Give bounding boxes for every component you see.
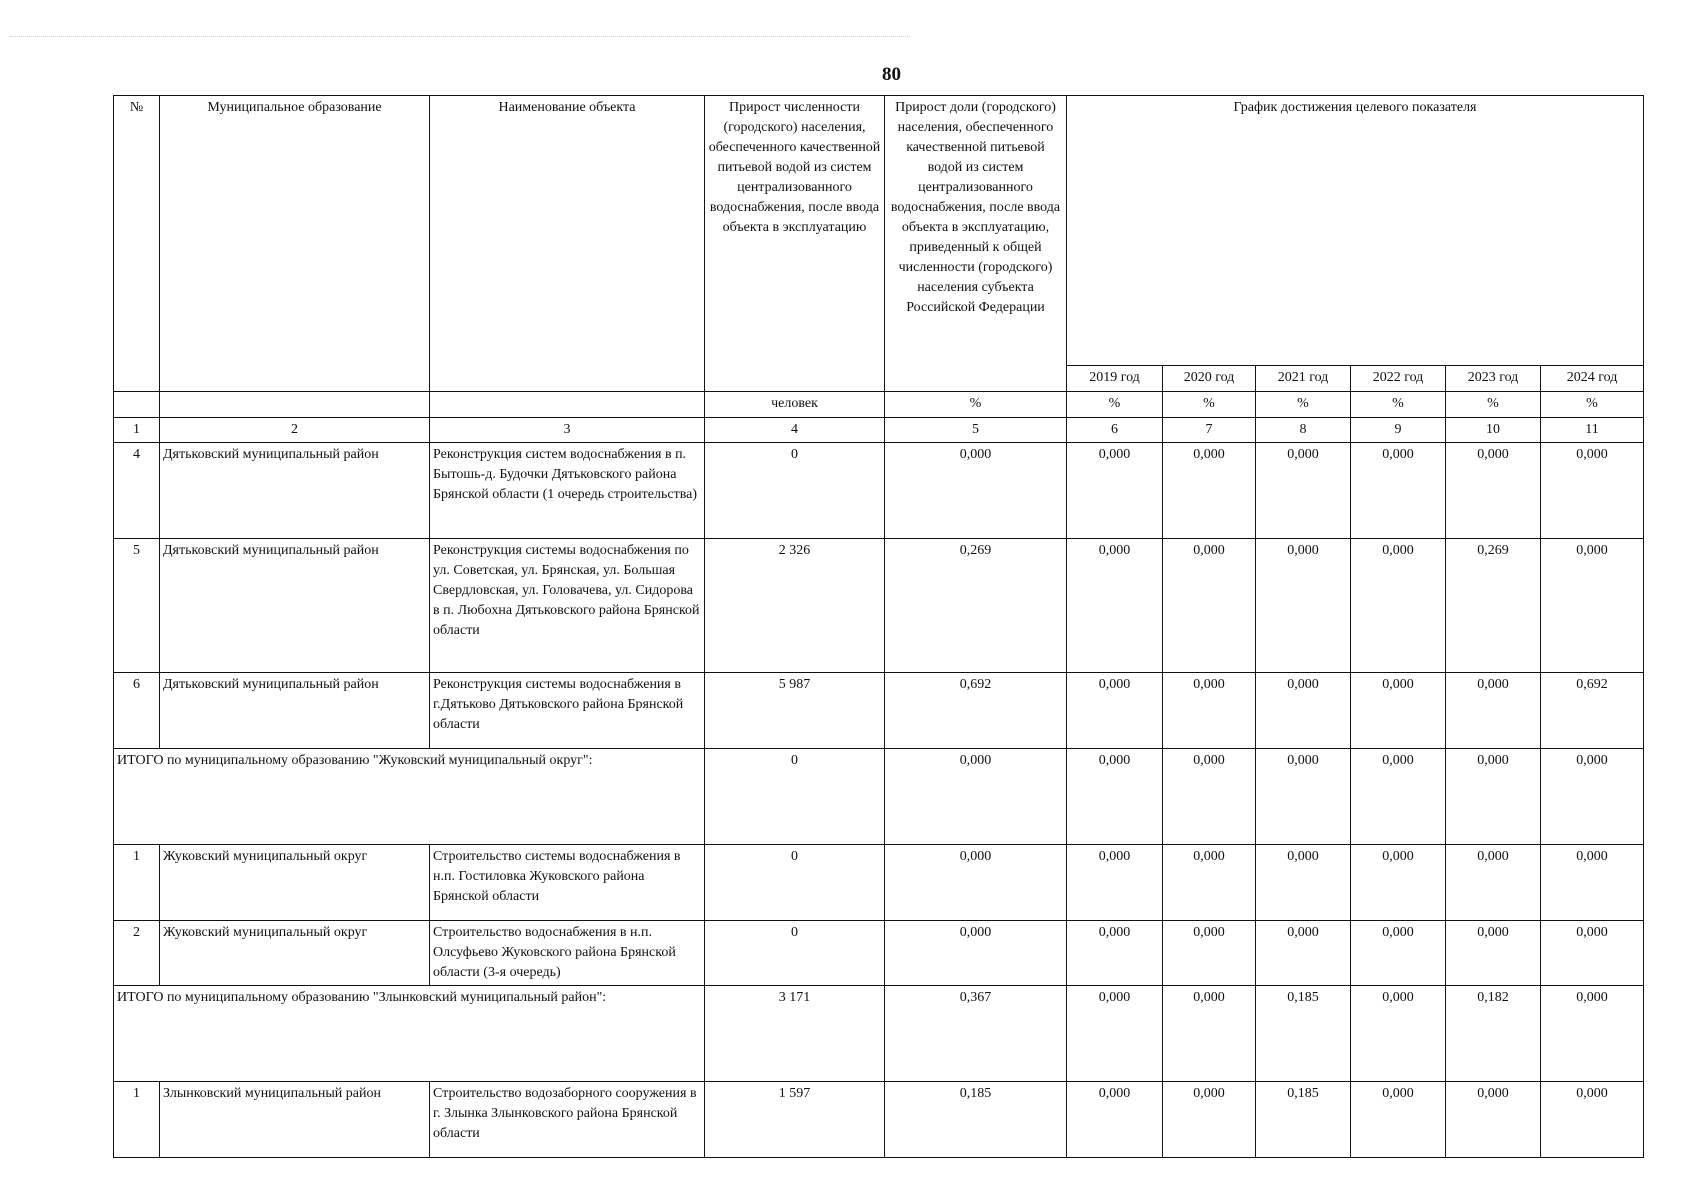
row-year-value: 0,000: [1067, 673, 1163, 749]
row-people: 2 326: [705, 539, 885, 673]
header-schedule: График достижения целевого показателя: [1067, 96, 1644, 366]
column-number: 3: [430, 418, 705, 443]
row-year-value: 0,000: [1256, 749, 1351, 845]
row-year-value: 0,000: [1446, 1082, 1541, 1158]
row-year-value: 0,000: [1351, 845, 1446, 921]
table-row: [114, 443, 1644, 539]
row-year-value: 0,000: [1067, 986, 1163, 1082]
row-municipality: Дятьковский муниципальный район: [160, 443, 430, 539]
row-no: 1: [114, 845, 160, 921]
row-municipality: Дятьковский муниципальный район: [160, 673, 430, 749]
total-label: ИТОГО по муниципальному образованию "Жуковский муниципальный округ":: [114, 749, 705, 845]
row-share: 0,692: [885, 673, 1067, 749]
row-people: 3 171: [705, 986, 885, 1082]
row-year-value: 0,000: [1163, 749, 1256, 845]
row-no: 5: [114, 539, 160, 673]
column-number: 5: [885, 418, 1067, 443]
row-year-value: 0,000: [1351, 443, 1446, 539]
header-no: №: [114, 96, 160, 392]
row-year-value: 0,692: [1541, 673, 1644, 749]
row-year-value: 0,000: [1541, 845, 1644, 921]
row-object: Реконструкция системы водоснабжения по ул. Советская, ул. Брянская, ул. Большая Свердловская, ул. Головачева, ул. Сидорова в п. Любохна Дятьковского района Брянской области: [430, 539, 705, 673]
row-year-value: 0,000: [1067, 845, 1163, 921]
row-year-value: 0,182: [1446, 986, 1541, 1082]
row-year-value: 0,000: [1163, 539, 1256, 673]
row-year-value: 0,000: [1446, 673, 1541, 749]
header-population-growth: Прирост численности (городского) населения, обеспеченного качественной питьевой водой из систем централизованного водоснабжения, после ввода объекта в эксплуатацию: [705, 96, 885, 392]
row-object: Строительство системы водоснабжения в н.п. Гостиловка Жуковского района Брянской области: [430, 845, 705, 921]
row-year-value: 0,000: [1541, 986, 1644, 1082]
row-people: 0: [705, 845, 885, 921]
row-year-value: 0,000: [1446, 443, 1541, 539]
column-number: 1: [114, 418, 160, 443]
column-number: 9: [1351, 418, 1446, 443]
unit-percent: %: [1446, 392, 1541, 418]
column-number: 8: [1256, 418, 1351, 443]
row-year-value: 0,000: [1541, 921, 1644, 986]
header-year: 2023 год: [1446, 366, 1541, 392]
row-year-value: 0,269: [1446, 539, 1541, 673]
unit-empty: [114, 392, 160, 418]
row-year-value: 0,000: [1351, 921, 1446, 986]
row-no: 4: [114, 443, 160, 539]
row-year-value: 0,000: [1351, 986, 1446, 1082]
row-object: Строительство водоснабжения в н.п. Олсуфьево Жуковского района Брянской области (3-я очередь): [430, 921, 705, 986]
row-year-value: 0,000: [1446, 749, 1541, 845]
header-object: Наименование объекта: [430, 96, 705, 392]
row-year-value: 0,000: [1163, 845, 1256, 921]
row-no: 1: [114, 1082, 160, 1158]
row-no: 2: [114, 921, 160, 986]
row-year-value: 0,000: [1541, 539, 1644, 673]
row-year-value: 0,185: [1256, 1082, 1351, 1158]
row-share: 0,269: [885, 539, 1067, 673]
row-year-value: 0,000: [1067, 749, 1163, 845]
unit-empty: [430, 392, 705, 418]
row-year-value: 0,000: [1163, 673, 1256, 749]
row-people: 1 597: [705, 1082, 885, 1158]
table-row: [114, 1082, 1644, 1158]
row-share: 0,185: [885, 1082, 1067, 1158]
row-people: 0: [705, 749, 885, 845]
unit-empty: [160, 392, 430, 418]
row-share: 0,000: [885, 443, 1067, 539]
row-year-value: 0,000: [1067, 539, 1163, 673]
table-row: [114, 539, 1644, 673]
column-number: 11: [1541, 418, 1644, 443]
header-year: 2020 год: [1163, 366, 1256, 392]
column-number: 2: [160, 418, 430, 443]
row-year-value: 0,000: [1163, 986, 1256, 1082]
total-row: [114, 986, 1644, 1082]
header-share-growth: Прирост доли (городского) населения, обеспеченного качественной питьевой водой из систем централизованного водоснабжения, после ввода объекта в эксплуатацию, приведенный к общей численности (городского) населения субъекта Российской Федерации: [885, 96, 1067, 392]
row-municipality: Злынковский муниципальный район: [160, 1082, 430, 1158]
row-year-value: 0,000: [1541, 1082, 1644, 1158]
header-year: 2021 год: [1256, 366, 1351, 392]
row-municipality: Дятьковский муниципальный район: [160, 539, 430, 673]
unit-people: человек: [705, 392, 885, 418]
row-people: 0: [705, 921, 885, 986]
column-number: 6: [1067, 418, 1163, 443]
unit-percent: %: [1256, 392, 1351, 418]
row-people: 5 987: [705, 673, 885, 749]
total-row: [114, 749, 1644, 845]
row-municipality: Жуковский муниципальный округ: [160, 921, 430, 986]
header-year: 2022 год: [1351, 366, 1446, 392]
row-year-value: 0,000: [1256, 539, 1351, 673]
row-year-value: 0,000: [1067, 443, 1163, 539]
unit-percent: %: [1163, 392, 1256, 418]
table-row: [114, 845, 1644, 921]
row-year-value: 0,000: [1351, 1082, 1446, 1158]
unit-percent: %: [1541, 392, 1644, 418]
row-year-value: 0,000: [1163, 443, 1256, 539]
row-year-value: 0,000: [1541, 749, 1644, 845]
row-share: 0,367: [885, 986, 1067, 1082]
row-year-value: 0,000: [1351, 539, 1446, 673]
column-number: 10: [1446, 418, 1541, 443]
column-number: 7: [1163, 418, 1256, 443]
row-year-value: 0,185: [1256, 986, 1351, 1082]
row-year-value: 0,000: [1163, 921, 1256, 986]
table-row: [114, 921, 1644, 986]
row-year-value: 0,000: [1446, 845, 1541, 921]
row-object: Реконструкция систем водоснабжения в п. Бытошь-д. Будочки Дятьковского района Брянской области (1 очередь строительства): [430, 443, 705, 539]
row-share: 0,000: [885, 749, 1067, 845]
unit-percent: %: [1351, 392, 1446, 418]
column-number: 4: [705, 418, 885, 443]
row-year-value: 0,000: [1256, 921, 1351, 986]
page-number: 80: [882, 64, 901, 85]
row-year-value: 0,000: [1067, 921, 1163, 986]
row-year-value: 0,000: [1256, 845, 1351, 921]
row-year-value: 0,000: [1351, 749, 1446, 845]
total-label: ИТОГО по муниципальному образованию "Злынковский муниципальный район":: [114, 986, 705, 1082]
row-municipality: Жуковский муниципальный округ: [160, 845, 430, 921]
row-no: 6: [114, 673, 160, 749]
row-object: Строительство водозаборного сооружения в г. Злынка Злынковского района Брянской области: [430, 1082, 705, 1158]
row-year-value: 0,000: [1446, 921, 1541, 986]
header-year: 2024 год: [1541, 366, 1644, 392]
target-indicator-table: [113, 95, 1644, 1158]
scan-artifact-line: [10, 36, 910, 38]
row-year-value: 0,000: [1256, 443, 1351, 539]
row-year-value: 0,000: [1163, 1082, 1256, 1158]
row-share: 0,000: [885, 921, 1067, 986]
row-object: Реконструкция системы водоснабжения в г.Дятьково Дятьковского района Брянской области: [430, 673, 705, 749]
row-year-value: 0,000: [1351, 673, 1446, 749]
header-municipality: Муниципальное образование: [160, 96, 430, 392]
unit-percent: %: [885, 392, 1067, 418]
row-year-value: 0,000: [1541, 443, 1644, 539]
unit-percent: %: [1067, 392, 1163, 418]
row-share: 0,000: [885, 845, 1067, 921]
row-year-value: 0,000: [1256, 673, 1351, 749]
table-row: [114, 673, 1644, 749]
header-year: 2019 год: [1067, 366, 1163, 392]
row-year-value: 0,000: [1067, 1082, 1163, 1158]
row-people: 0: [705, 443, 885, 539]
